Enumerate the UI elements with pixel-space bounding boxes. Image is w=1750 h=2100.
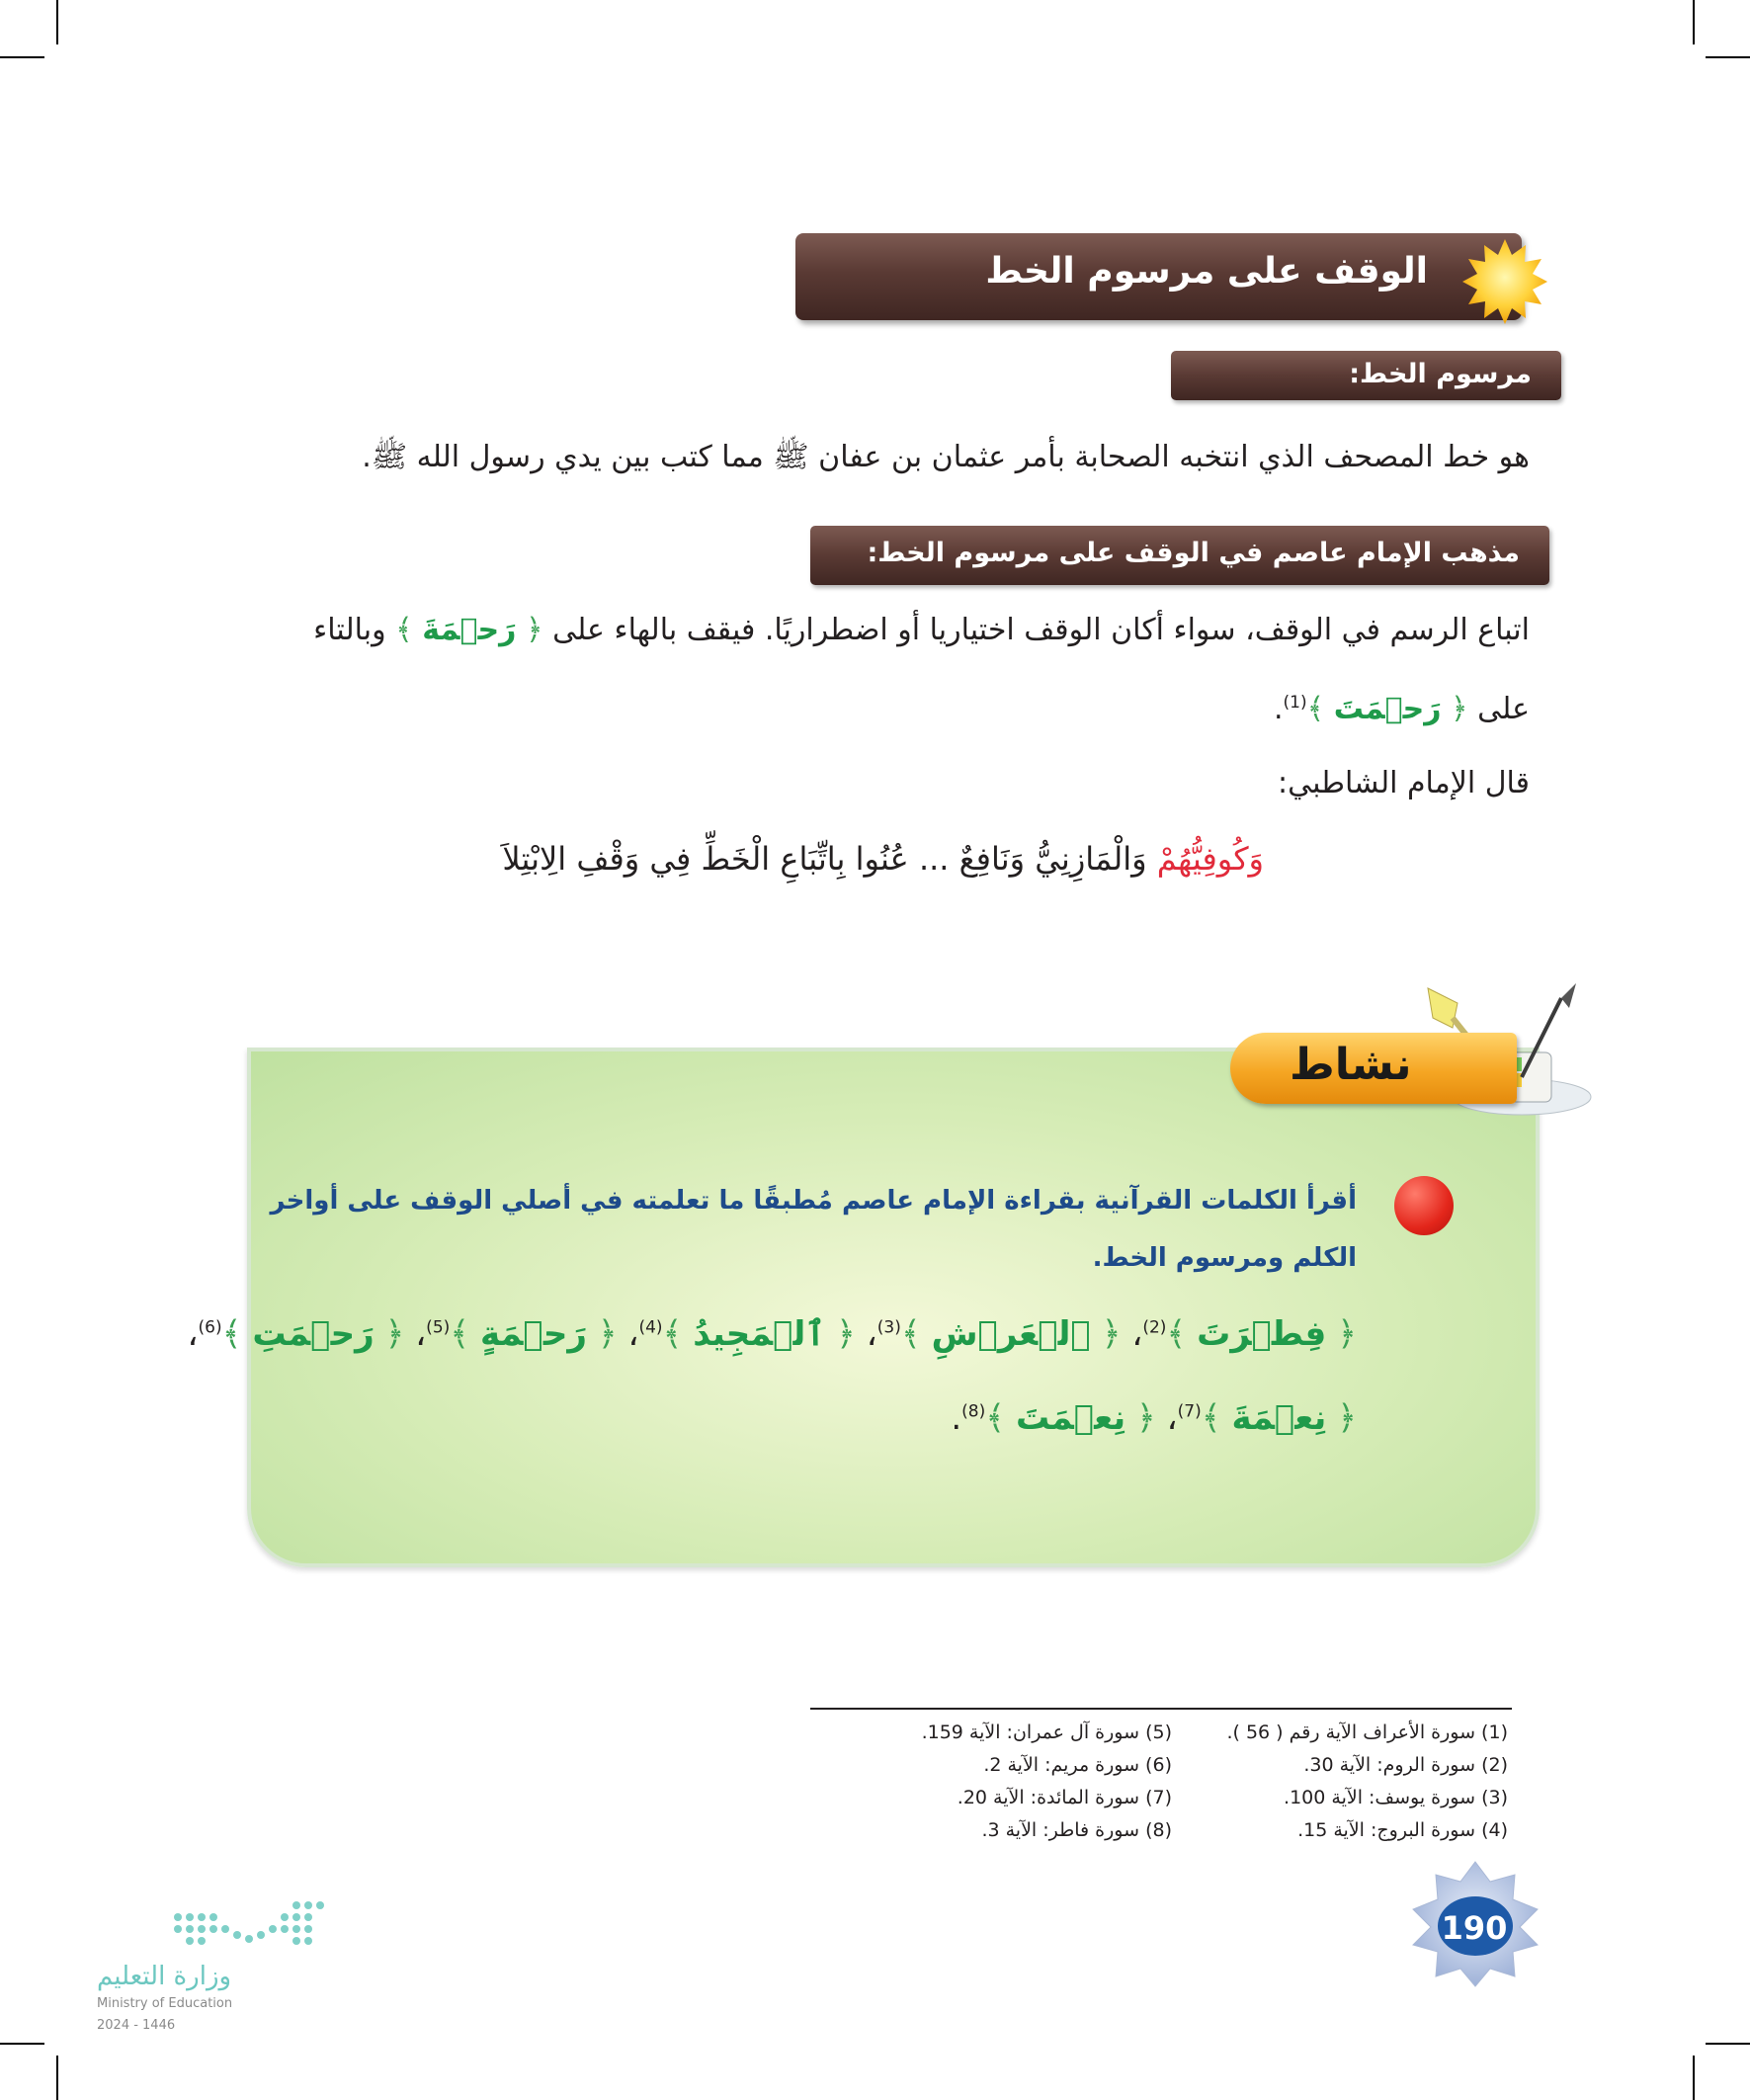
ministry-logo-icon [168, 1897, 326, 1957]
activity-box [247, 1048, 1540, 1567]
poet-intro: قال الإمام الشاطبي: [1278, 766, 1530, 800]
quran-word: نِعۡمَةَ [1231, 1398, 1327, 1438]
definition-text: هو خط المصحف الذي انتخبه الصحابة بأمر عثمان بن عفان ﷺ مما كتب بين يدي رسول الله ﷺ. [362, 440, 1530, 474]
subheading-asim-label: مذهب الإمام عاصم في الوقف على مرسوم الخط: [867, 538, 1520, 568]
quran-word: ٱلۡمَجِيدُ [693, 1314, 826, 1354]
subheading-rasm-label: مرسوم الخط: [1349, 359, 1532, 389]
footnote: (8) سورة فاطر: الآية 3. [981, 1819, 1172, 1841]
footnote: (1) سورة الأعراف الآية رقم ( 56 ). [1226, 1722, 1508, 1743]
and-ta-text: وبالتاء [313, 613, 386, 647]
footnote: (3) سورة يوسف: الآية 100. [1284, 1787, 1508, 1808]
bullet-icon [1394, 1176, 1454, 1235]
method-line-1: اتباع الرسم في الوقف، سواء أكان الوقف اختياريا أو اضطراريًا. فيقف بالهاء على ﴿ رَحۡمَةَ ﴾ وبالتاء [313, 613, 1530, 647]
footnote-ref: (5) [426, 1317, 451, 1338]
activity-words-row-2: ﴿ نِعۡمَةَ ﴾$^{(7)}$، ﴿ نِعۡمَتَ ﴾$^{(8)}$. [951, 1398, 1357, 1438]
crop-mark [0, 2043, 44, 2045]
footnote-ref: (4) [638, 1317, 663, 1338]
footnote: (5) سورة آل عمران: الآية 159. [921, 1722, 1172, 1743]
crop-mark [1693, 0, 1695, 44]
ministry-name-en: Ministry of Education [97, 1996, 233, 2011]
quran-word: ٱلۡعَرۡشِ [931, 1314, 1091, 1354]
footnote-ref: (6) [198, 1317, 222, 1338]
crop-mark [1706, 2043, 1750, 2045]
quran-word: نِعۡمَتَ [1015, 1398, 1126, 1438]
footnote: (6) سورة مريم: الآية 2. [983, 1754, 1172, 1776]
activity-words-row-1: ﴿ فِطۡرَتَ ﴾$^{(2)}$، ﴿ ٱلۡعَرۡشِ ﴾$^{(3)}$، ﴿ ٱلۡمَجِيدُ ﴾$^{(4)}$، ﴿ رَحۡمَةٍ ﴾$^{(5)}$، ﴿ رَحۡمَتِ ﴾$^{(6)}$، [187, 1314, 1357, 1354]
footnote-ref: (8) [961, 1401, 986, 1422]
activity-instruction-2: الكلم ومرسوم الخط. [1092, 1243, 1357, 1273]
method-line-2: على ﴿ رَحۡمَتَ ﴾$^{(1)}$. [1273, 692, 1530, 726]
crop-mark [1693, 2056, 1695, 2100]
activity-banner [1230, 1033, 1517, 1104]
ala-text: على [1477, 692, 1530, 726]
sun-icon [1460, 237, 1549, 326]
footnote: (7) سورة المائدة: الآية 20. [957, 1787, 1172, 1808]
crop-mark [0, 56, 44, 58]
page-number: 190 [1441, 1909, 1508, 1947]
main-heading [795, 233, 1522, 320]
method-line-1-text: اتباع الرسم في الوقف، سواء أكان الوقف اختياريا أو اضطراريًا. فيقف بالهاء على [552, 613, 1530, 647]
footnote-ref: (7) [1177, 1401, 1202, 1422]
quran-word: رَحۡمَتِ [252, 1314, 375, 1354]
subheading-rasm [1171, 351, 1561, 400]
verse-highlight: وَكُوفِيُّهُمْ [1156, 840, 1264, 878]
ministry-name-ar: وزارة التعليم [97, 1962, 232, 1991]
footnote: (2) سورة الروم: الآية 30. [1303, 1754, 1508, 1776]
footnote-ref-1: (1) [1283, 693, 1307, 713]
activity-instruction-1: أقرأ الكلمات القرآنية بقراءة الإمام عاصم مُطبقًا ما تعلمته في أصلي الوقف على أواخر [270, 1186, 1357, 1216]
crop-mark [1706, 56, 1750, 58]
quran-word-rahmat: رَحۡمَتَ [1333, 692, 1442, 726]
activity-label: نشاط [1290, 1040, 1412, 1090]
footnote-ref: (2) [1142, 1317, 1167, 1338]
footnote-ref: (3) [876, 1317, 901, 1338]
quran-word: فِطۡرَتَ [1197, 1314, 1327, 1354]
footnote-rule [810, 1708, 1512, 1710]
footnote: (4) سورة البروج: الآية 15. [1297, 1819, 1508, 1841]
quran-word-rahmah: رَحۡمَةَ [422, 613, 517, 647]
shatibi-verse [502, 840, 1264, 878]
main-heading-title: الوقف على مرسوم الخط [985, 251, 1428, 292]
subheading-asim [810, 526, 1549, 585]
quran-word: رَحۡمَةٍ [480, 1314, 587, 1354]
crop-mark [56, 0, 58, 44]
crop-mark [56, 2056, 58, 2100]
verse-text: وَالْمَازِنِيُّ وَنَافِعٌ ... عُنُوا بِاتِّبَاعِ الْخَطِّ فِي وَقْفِ الِابْتِلاَ [502, 840, 1147, 878]
ministry-year: 2024 - 1446 [97, 2018, 176, 2033]
